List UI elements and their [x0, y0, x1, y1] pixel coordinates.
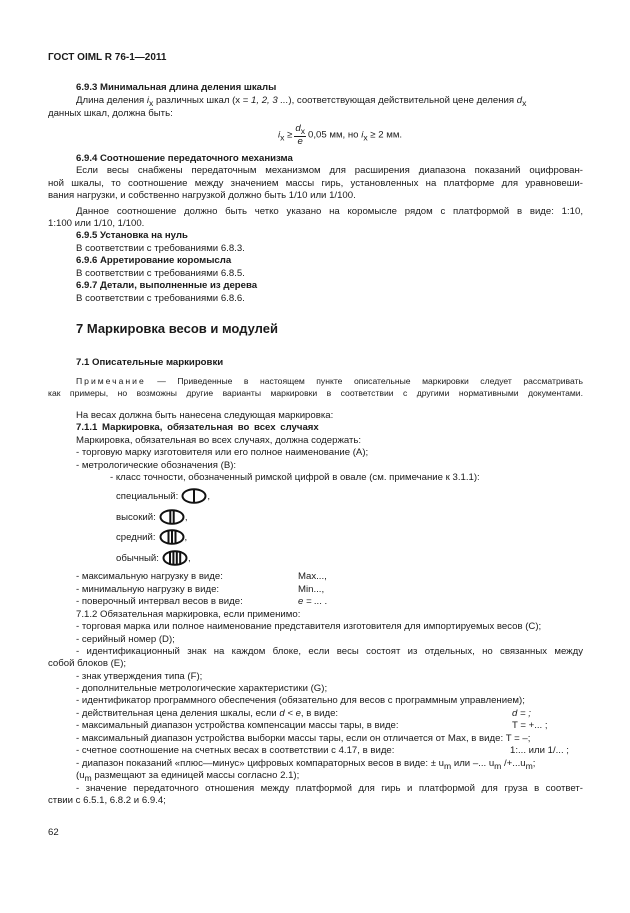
list-item: ствии с 6.5.1, 6.8.2 и 6.9.4; [48, 795, 166, 806]
paragraph-line: ной шкалы, то соотношение между значением массы гирь, установленных на платформе для уравновеши- [48, 178, 583, 189]
class-medium: средний: , [116, 529, 187, 547]
page-number: 62 [48, 827, 59, 838]
paragraph-line: 1:100 или 1/10, 1/100. [48, 218, 145, 229]
list-item: - значение передаточного отношения между платформой для гирь и платформой для груза в соответ- [76, 783, 583, 794]
list-item: - действительная цена деления шкалы, если d < e, в виде: d = ; [76, 708, 531, 719]
note-line: Примечание — Приведенные в настоящем пункте описательные маркировки следует рассматривать [76, 376, 584, 386]
list-item: - метрологические обозначения (B): [76, 460, 237, 471]
section-title: 7.1 Описательные маркировки [76, 357, 224, 368]
class-2-oval-icon [159, 509, 185, 525]
document-header: ГОСТ OIML R 76-1—2011 [48, 52, 167, 63]
list-item: - класс точности, обозначенный римской цифрой в овале (см. примечание к 3.1.1): [110, 472, 480, 483]
list-item: - знак утверждения типа (F); [76, 671, 203, 682]
paragraph: В соответствии с требованиями 6.8.6. [76, 293, 245, 304]
paragraph-line: Данное соотношение должно быть четко указано на коромысле рядом с платформой в виде: 1:10, [76, 206, 583, 217]
section-title: 6.9.7 Детали, выполненные из дерева [76, 280, 258, 291]
list-item: - счетное соотношение на счетных весах в соответствии с 4.17, в виде: 1:... или 1/... ; [76, 745, 569, 756]
paragraph: В соответствии с требованиями 6.8.5. [76, 268, 245, 279]
note-line: как примеры, но возможны другие варианты маркировки в соответствии с другими нормативными документами. [48, 388, 583, 398]
list-item: - идентификатор программного обеспечения (обязательно для весов с программным управлением); [76, 695, 525, 706]
list-item: - поверочный интервал весов в виде: e = ... . [76, 596, 328, 607]
paragraph: Маркировка, обязательная во всех случаях, должна содержать: [76, 435, 362, 446]
list-item: - дополнительные метрологические характеристики (G); [76, 683, 328, 694]
class-ordinary: обычный: , [116, 550, 191, 568]
section-title: 6.9.5 Установка на нуль [76, 230, 188, 241]
chapter-title: 7 Маркировка весов и модулей [76, 321, 278, 336]
class-high: высокий: , [116, 509, 188, 527]
paragraph-line: вания нагрузки, и собственно нагрузкой должно быть 1/10 или 1/100. [48, 190, 356, 201]
list-item: собой блоков (E); [48, 658, 127, 669]
list-item: - торговая марка или полное наименование представителя изготовителя для импортируемых весов (C); [76, 621, 542, 632]
list-item: - максимальную нагрузку в виде: Max..., [76, 571, 327, 582]
list-item: - серийный номер (D); [76, 634, 175, 645]
section-title: 6.9.3 Минимальная длина деления шкалы [76, 82, 277, 93]
class-3-oval-icon [159, 529, 185, 545]
list-item: - минимальную нагрузку в виде: Min..., [76, 584, 325, 595]
note-line: ($u_m$ размещают за единицей массы согласно 2.1); [76, 770, 300, 783]
formula: $i_x$ ≥ $\frac{d_x}{e}$ 0,05 мм, но $i_x \ge 2$ мм. [278, 123, 403, 147]
list-item: - диапазон показаний «плюс—минус» цифровых компараторных весов в виде: ± $u_m$ или –... $u_m$ $/+...u_m$; [76, 758, 536, 771]
list-item: - максимальный диапазон устройства выборки массы тары, если он отличается от Max, в виде: T = –; [76, 733, 531, 744]
list-item: - торговую марку изготовителя или его полное наименование (A); [76, 447, 369, 458]
paragraph: В соответствии с требованиями 6.8.3. [76, 243, 245, 254]
section-title: 6.9.6 Арретирование коромысла [76, 255, 232, 266]
paragraph: На весах должна быть нанесена следующая маркировка: [76, 410, 334, 421]
class-special: специальный: , [116, 488, 210, 506]
paragraph-line: Если весы снабжены передаточным механизмом для расширения диапазона показаний оцифрован- [76, 165, 583, 176]
section-title: 7.1.1 Маркировка, обязательная во всех случаях [76, 422, 319, 433]
section-title: 7.1.2 Обязательная маркировка, если применимо: [76, 609, 301, 620]
section-title: 6.9.4 Соотношение передаточного механизма [76, 153, 293, 164]
list-item: - максимальный диапазон устройства компенсации массы тары, в виде: T = +... ; [76, 720, 548, 731]
class-4-oval-icon [162, 550, 188, 566]
paragraph: Длина деления $i_x$ различных шкал (x = 1, 2, 3 ...), соответствующая действительной цене деления $d_x$ [76, 95, 527, 108]
class-1-oval-icon [181, 488, 207, 504]
paragraph: данных шкал, должна быть: [48, 108, 173, 119]
list-item: - идентификационный знак на каждом блоке, если весы состоят из отдельных, но связанных между [76, 646, 583, 657]
